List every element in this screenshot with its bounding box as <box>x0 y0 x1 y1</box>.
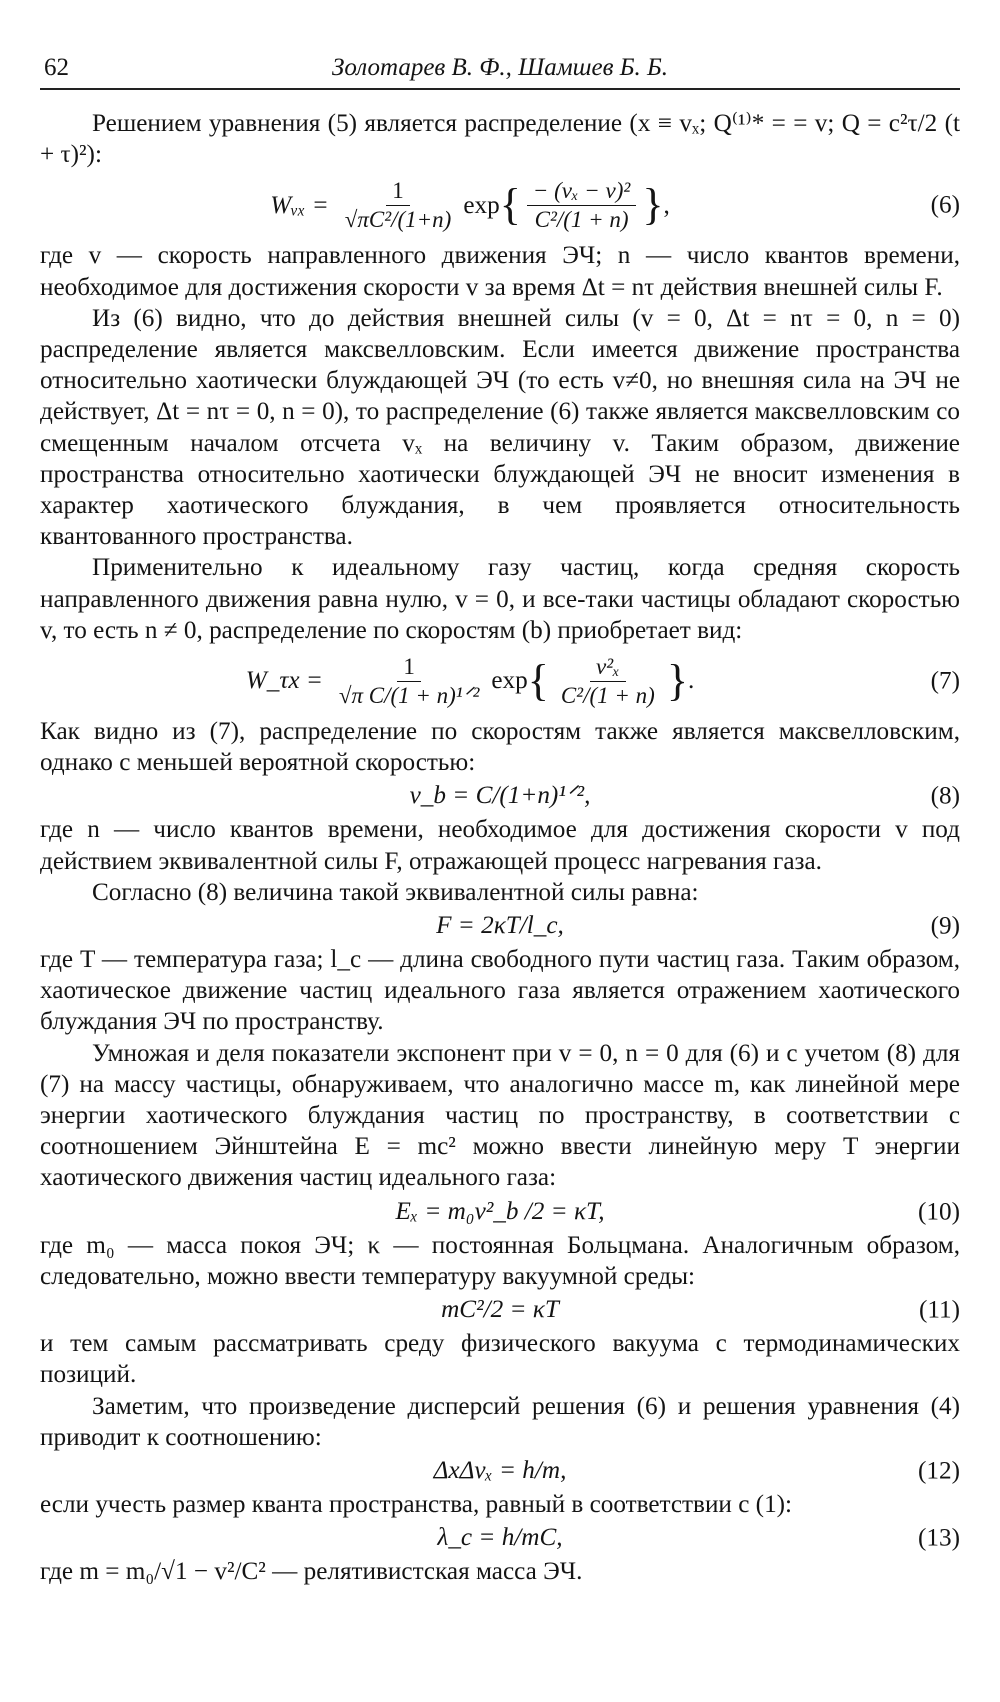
equation-7-fraction <box>333 653 486 710</box>
equation-6-exp-denominator: C²/(1 + n) <box>534 206 629 232</box>
paragraph-8: где T — температура газа; l_c — длина свободного пути частиц газа. Таким образом, хаотическое движение частиц идеального газа является отражением хаотического блуждания ЭЧ по пространству. <box>40 946 960 1036</box>
equation-9 <box>40 910 960 942</box>
equation-10-number: (10) <box>918 1198 960 1226</box>
equation-12 <box>40 1455 960 1487</box>
equation-13 <box>40 1522 960 1554</box>
paragraph-6: где n — число квантов времени, необходимое для достижения скорости v под действием эквивалентной силы F, отражающей процесс нагревания газа. <box>40 816 960 875</box>
paragraph-14: где m = m₀/√1 − v²/C² — релятивистская масса ЭЧ. <box>40 1558 583 1586</box>
equation-6-numerator: 1 <box>386 177 410 206</box>
page-body <box>40 108 960 1587</box>
running-header-authors: Золотарев В. Ф., Шамшев Б. Б. <box>332 54 668 81</box>
equation-7-exp: exp <box>491 667 528 695</box>
equation-6-exp-numerator: − (vₓ − v)² <box>527 177 636 206</box>
equation-6-number: (6) <box>930 191 960 219</box>
paragraph-11: и тем самым рассматривать среду физического вакуума с термодинамических позиций. <box>40 1330 960 1389</box>
paragraph-4: Применительно к идеальному газу частиц, когда средняя скорость направленного движения равна нулю, v = 0, и все-таки частицы обладают скоростью v, то есть n ≠ 0, распределение по скоростям (b) приобретает вид: <box>40 554 960 644</box>
equation-7-number: (7) <box>930 667 960 695</box>
book-page <box>40 40 960 1587</box>
equation-8 <box>40 780 960 812</box>
equation-6 <box>40 172 960 238</box>
left-brace-icon: { <box>527 656 549 706</box>
equation-7-lhs: W_τx = <box>245 667 323 695</box>
paragraph-9: Умножая и деля показатели экспонент при v = 0, n = 0 для (6) и с учетом (8) для (7) на массу частицы, обнаруживаем, что аналогично массе m, как линейной мере энергии хаотического блуждания частиц по пространству, в соответствии с соотношением Эйнштейна E = mc² можно ввести линейную меру T энергии хаотического движения частиц идеального газа: <box>40 1039 960 1192</box>
equation-6-lhs: Wᵥₓ = <box>270 191 329 219</box>
paragraph-12: Заметим, что произведение дисперсий решения (6) и решения уравнения (4) приводит к соотношению: <box>40 1392 960 1451</box>
equation-11-number: (11) <box>918 1296 960 1324</box>
equation-12-body: ΔxΔvₓ = h/m, <box>433 1456 567 1484</box>
paragraph-5: Как видно из (7), распределение по скоростям также является максвелловским, однако с меньшей вероятной скоростью: <box>40 718 960 777</box>
paragraph-2: где v — скорость направленного движения ЭЧ; n — число квантов времени, необходимое для достижения скорости v за время Δt = nτ действия внешней силы F. <box>40 242 960 301</box>
paragraph-3: Из (6) видно, что до действия внешней силы (v = 0, Δt = nτ = 0, n = 0) распределение является максвелловским. Если имеется движение пространства относительно хаотически блуждающей ЭЧ (то есть v≠0, но внешняя сила на ЭЧ не действует, Δt = nτ = 0, n = 0), то распределение (6) также является максвелловским со смещенным началом отсчета vₓ на величину v. Таким образом, движение пространства относительно хаотически блуждающей ЭЧ не вносит изменения в характер хаотического блуждания, в чем проявляется относительность квантованного пространства. <box>40 304 960 551</box>
paragraph-10: где m₀ — масса покоя ЭЧ; κ — постоянная Больцмана. Аналогичным образом, следовательно, можно ввести температуру вакуумной среды: <box>40 1231 960 1290</box>
equation-13-body: λ_c = h/mC, <box>437 1524 563 1552</box>
equation-7 <box>40 648 960 714</box>
equation-10-body: Eₓ = m₀v²_b /2 = κT, <box>395 1197 605 1225</box>
equation-7-tail: . <box>687 667 695 695</box>
equation-11-body: mC²/2 = κT <box>441 1296 559 1324</box>
right-brace-icon: } <box>666 656 688 706</box>
running-header <box>40 40 960 90</box>
equation-10 <box>40 1196 960 1228</box>
equation-6-exp: exp <box>463 191 500 219</box>
equation-7-exp-fraction <box>555 653 661 710</box>
right-brace-icon: } <box>642 180 664 230</box>
equation-9-number: (9) <box>930 912 960 940</box>
equation-12-number: (12) <box>918 1457 960 1485</box>
equation-6-denominator: √πC²/(1+n) <box>344 206 452 232</box>
left-brace-icon: { <box>499 180 521 230</box>
equation-13-number: (13) <box>918 1524 960 1552</box>
paragraph-1: Решением уравнения (5) является распределение (x ≡ vₓ; Q⁽¹⁾* = = v; Q = c²τ/2 (t + τ)²): <box>40 110 960 169</box>
equation-6-fraction <box>339 177 458 234</box>
paragraph-13: если учесть размер кванта пространства, равный в соответствии с (1): <box>40 1490 793 1518</box>
equation-7-exp-denominator: C²/(1 + n) <box>560 682 655 708</box>
equation-6-tail: , <box>663 191 670 219</box>
equation-8-number: (8) <box>930 782 960 810</box>
equation-7-denominator: √π C/(1 + n)¹ᐟ² <box>338 682 480 708</box>
equation-9-body: F = 2κT/l_c, <box>436 912 564 940</box>
equation-11 <box>40 1294 960 1326</box>
equation-7-numerator: 1 <box>397 653 421 682</box>
paragraph-7: Согласно (8) величина такой эквивалентной силы равна: <box>92 878 699 906</box>
equation-7-exp-numerator: v²ₓ <box>590 653 626 682</box>
page-number: 62 <box>44 54 69 81</box>
equation-8-body: v_b = C/(1+n)¹ᐟ², <box>409 782 591 810</box>
equation-6-exp-fraction <box>527 177 636 234</box>
